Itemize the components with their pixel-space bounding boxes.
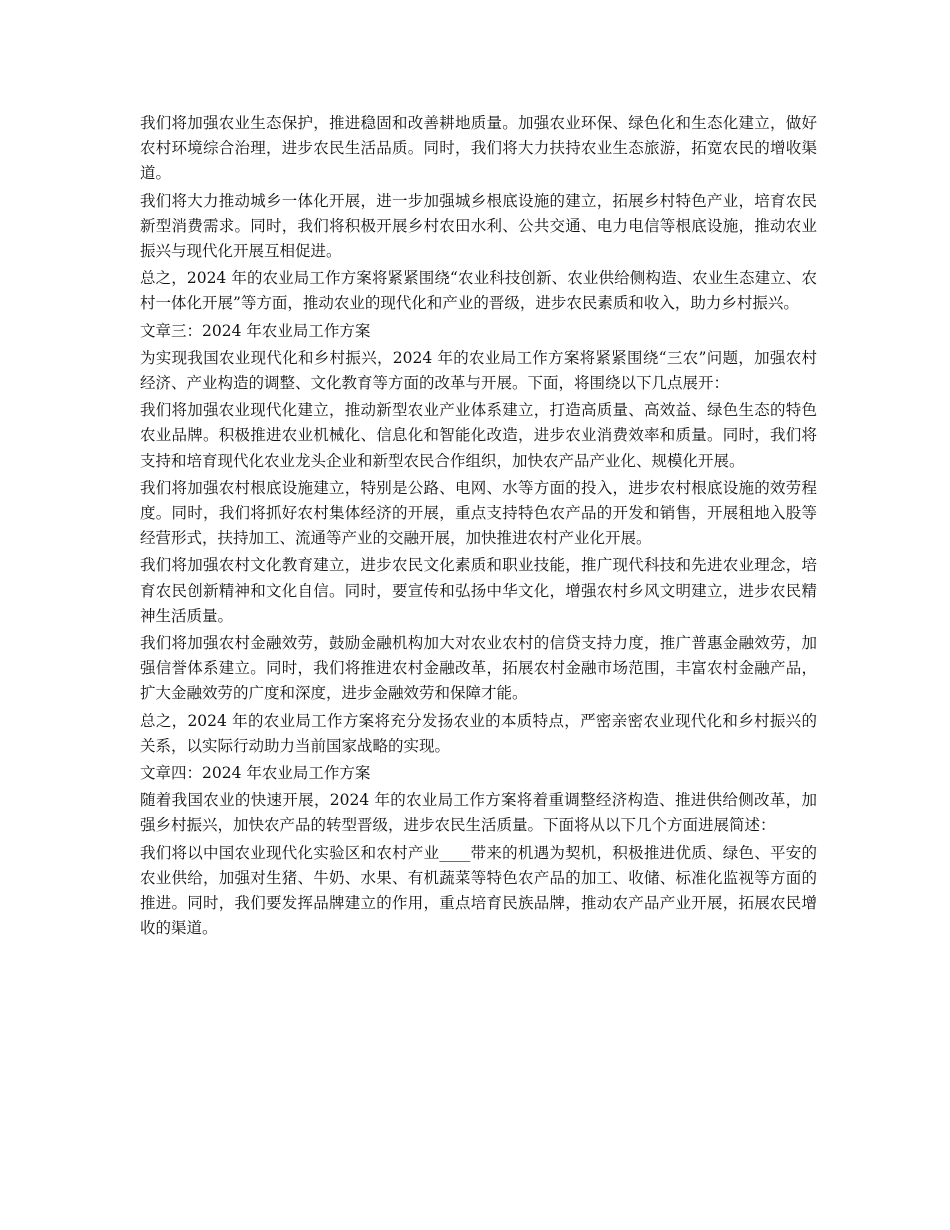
paragraph: 我们将加强农村根底设施建立，特别是公路、电网、水等方面的投入，进步农村根底设施的效劳程度。同时，我们将抓好农村集体经济的开展，重点支持特色农产品的开发和销售，开展租地入股等经营形式，扶持加工、流通等产业的交融开展，加快推进农村产业化开展。	[140, 478, 817, 548]
paragraph: 我们将大力推动城乡一体化开展，进一步加强城乡根底设施的建立，拓展乡村特色产业，培育农民新型消费需求。同时，我们将积极开展乡村农田水利、公共交通、电力电信等根底设施，推动农业振兴与现代化开展互相促进。	[140, 191, 817, 261]
paragraph: 随着我国农业的快速开展，2024 年的农业局工作方案将着重调整经济构造、推进供给侧改革，加强乡村振兴，加快农产品的转型晋级，进步农民生活质量。下面将从以下几个方面进展简述：	[140, 791, 817, 835]
section-heading: 文章四：2024 年农业局工作方案	[140, 764, 371, 783]
section-heading: 文章三：2024 年农业局工作方案	[140, 321, 371, 340]
paragraph: 我们将加强农业生态保护，推进稳固和改善耕地质量。加强农业环保、绿色化和生态化建立，做好农村环境综合治理，进步农民生活品质。同时，我们将大力扶持农业生态旅游，拓宽农民的增收渠道。	[140, 114, 817, 183]
paragraph: 我们将加强农村金融效劳，鼓励金融机构加大对农业农村的信贷支持力度，推广普惠金融效劳，加强信誉体系建立。同时，我们将推进农村金融改革，拓展农村金融市场范围，丰富农村金融产品，扩大金融效劳的广度和深度，进步金融效劳和保障才能。	[140, 634, 817, 703]
paragraph: 我们将加强农业现代化建立，推动新型农业产业体系建立，打造高质量、高效益、绿色生态的特色农业品牌。积极推进农业机械化、信息化和智能化改造，进步农业消费效率和质量。同时，我们将支持和培育现代化农业龙头企业和新型农民合作组织，加快农产品产业化、规模化开展。	[140, 401, 817, 470]
paragraph: 我们将以中国农业现代化实验区和农村产业____带来的机遇为契机，积极推进优质、绿色、平安的农业供给，加强对生猪、牛奶、水果、有机蔬菜等特色农产品的加工、收储、标准化监视等方面的推进。同时，我们要发挥品牌建立的作用，重点培育民族品牌，推动农产品产业开展，拓展农民增收的渠道。	[140, 843, 817, 938]
document-body	[140, 111, 817, 944]
paragraph: 我们将加强农村文化教育建立，进步农民文化素质和职业技能，推广现代科技和先进农业理念，培育农民创新精神和文化自信。同时，要宣传和弘扬中华文化，增强农村乡风文明建立，进步农民精神生活质量。	[140, 556, 817, 625]
paragraph: 总之，2024 年的农业局工作方案将紧紧围绕“农业科技创新、农业供给侧构造、农业生态建立、农村一体化开展”等方面，推动农业的现代化和产业的晋级，进步农民素质和收入，助力乡村振兴。	[140, 269, 817, 313]
paragraph: 为实现我国农业现代化和乡村振兴，2024 年的农业局工作方案将紧紧围绕“三农”问题，加强农村经济、产业构造的调整、文化教育等方面的改革与开展。下面，将围绕以下几点展开：	[140, 348, 817, 393]
paragraph: 总之，2024 年的农业局工作方案将充分发扬农业的本质特点，严密亲密农业现代化和乡村振兴的关系，以实际行动助力当前国家战略的实现。	[140, 711, 817, 755]
